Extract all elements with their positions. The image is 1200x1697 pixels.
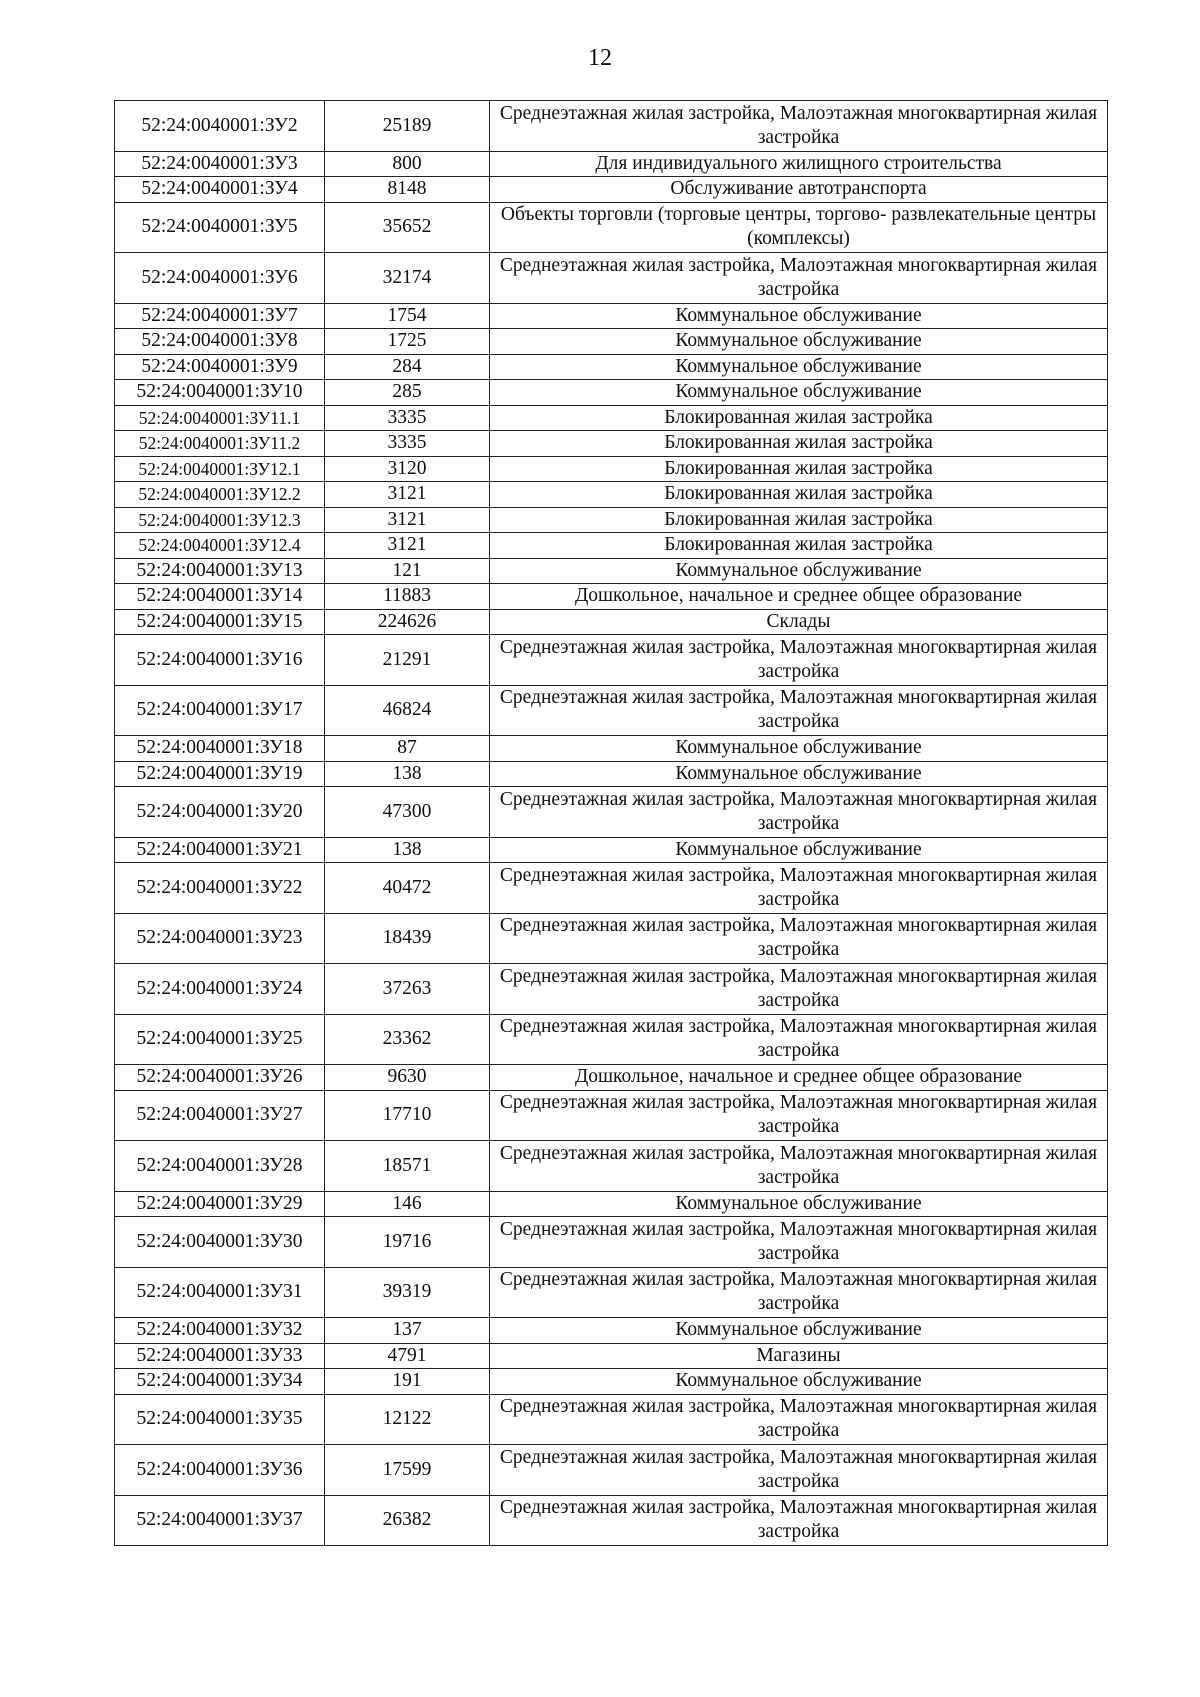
parcel-id-cell: 52:24:0040001:ЗУ6 [115,253,325,304]
table-row [115,533,1108,559]
parcel-id-cell: 52:24:0040001:ЗУ36 [115,1445,325,1496]
parcel-use-cell: Объекты торговли (торговые центры, торгово- развлекательные центры (комплексы) [490,202,1108,253]
parcel-id-cell: 52:24:0040001:ЗУ32 [115,1318,325,1344]
parcel-id-cell: 52:24:0040001:ЗУ30 [115,1217,325,1268]
table-row [115,584,1108,610]
parcel-area-cell: 191 [325,1369,490,1395]
table-row [115,177,1108,203]
parcel-area-cell: 23362 [325,1014,490,1065]
table-row [115,431,1108,457]
parcel-use-cell: Блокированная жилая застройка [490,507,1108,533]
parcel-use-cell: Коммунальное обслуживание [490,1318,1108,1344]
table-row [115,1495,1108,1546]
parcel-area-cell: 32174 [325,253,490,304]
table-row [115,253,1108,304]
parcel-use-cell: Блокированная жилая застройка [490,482,1108,508]
parcel-id-cell: 52:24:0040001:ЗУ9 [115,354,325,380]
parcel-area-cell: 3121 [325,533,490,559]
parcel-area-cell: 11883 [325,584,490,610]
parcel-id-cell: 52:24:0040001:ЗУ12.4 [115,533,325,559]
table-row [115,151,1108,177]
parcel-id-cell: 52:24:0040001:ЗУ18 [115,736,325,762]
parcel-use-cell: Коммунальное обслуживание [490,380,1108,406]
parcel-id-cell: 52:24:0040001:ЗУ24 [115,964,325,1015]
parcel-area-cell: 3120 [325,456,490,482]
parcel-use-cell: Коммунальное обслуживание [490,1369,1108,1395]
parcel-area-cell: 137 [325,1318,490,1344]
parcel-id-cell: 52:24:0040001:ЗУ26 [115,1065,325,1091]
parcel-use-cell: Блокированная жилая застройка [490,456,1108,482]
parcel-area-cell: 3335 [325,405,490,431]
parcel-area-cell: 1754 [325,303,490,329]
parcel-id-cell: 52:24:0040001:ЗУ33 [115,1343,325,1369]
parcel-id-cell: 52:24:0040001:ЗУ12.2 [115,482,325,508]
table-row [115,787,1108,838]
parcel-area-cell: 4791 [325,1343,490,1369]
parcel-id-cell: 52:24:0040001:ЗУ13 [115,558,325,584]
parcel-id-cell: 52:24:0040001:ЗУ11.2 [115,431,325,457]
table-row [115,329,1108,355]
parcel-area-cell: 25189 [325,101,490,152]
parcel-use-cell: Для индивидуального жилищного строительства [490,151,1108,177]
parcel-use-cell: Склады [490,609,1108,635]
parcel-use-cell: Среднеэтажная жилая застройка, Малоэтажная многоквартирная жилая застройка [490,1090,1108,1141]
parcel-id-cell: 52:24:0040001:ЗУ12.1 [115,456,325,482]
table-row [115,456,1108,482]
table-row [115,101,1108,152]
table-row [115,558,1108,584]
table-row [115,736,1108,762]
table-row [115,685,1108,736]
parcel-use-cell: Блокированная жилая застройка [490,405,1108,431]
parcel-use-cell: Дошкольное, начальное и среднее общее образование [490,1065,1108,1091]
parcel-area-cell: 146 [325,1191,490,1217]
parcel-area-cell: 800 [325,151,490,177]
parcel-area-cell: 26382 [325,1495,490,1546]
parcel-area-cell: 224626 [325,609,490,635]
parcel-use-cell: Среднеэтажная жилая застройка, Малоэтажная многоквартирная жилая застройка [490,787,1108,838]
parcel-use-cell: Среднеэтажная жилая застройка, Малоэтажная многоквартирная жилая застройка [490,863,1108,914]
parcel-area-cell: 87 [325,736,490,762]
parcel-id-cell: 52:24:0040001:ЗУ20 [115,787,325,838]
parcel-use-cell: Коммунальное обслуживание [490,303,1108,329]
parcel-id-cell: 52:24:0040001:ЗУ35 [115,1394,325,1445]
parcel-area-cell: 8148 [325,177,490,203]
parcel-id-cell: 52:24:0040001:ЗУ37 [115,1495,325,1546]
parcel-area-cell: 21291 [325,635,490,686]
land-parcels-table [114,100,1108,1546]
table-body [115,101,1108,1546]
parcel-id-cell: 52:24:0040001:ЗУ25 [115,1014,325,1065]
parcel-area-cell: 35652 [325,202,490,253]
parcel-use-cell: Коммунальное обслуживание [490,736,1108,762]
table-row [115,1369,1108,1395]
parcel-area-cell: 121 [325,558,490,584]
table-row [115,863,1108,914]
parcel-id-cell: 52:24:0040001:ЗУ17 [115,685,325,736]
parcel-id-cell: 52:24:0040001:ЗУ16 [115,635,325,686]
parcel-area-cell: 17710 [325,1090,490,1141]
table-row [115,1191,1108,1217]
parcel-area-cell: 1725 [325,329,490,355]
table-row [115,202,1108,253]
parcel-area-cell: 3335 [325,431,490,457]
parcel-id-cell: 52:24:0040001:ЗУ2 [115,101,325,152]
parcel-area-cell: 18439 [325,913,490,964]
parcel-use-cell: Среднеэтажная жилая застройка, Малоэтажная многоквартирная жилая застройка [490,1495,1108,1546]
parcel-id-cell: 52:24:0040001:ЗУ23 [115,913,325,964]
table-row [115,1343,1108,1369]
parcel-use-cell: Коммунальное обслуживание [490,837,1108,863]
parcel-use-cell: Среднеэтажная жилая застройка, Малоэтажная многоквартирная жилая застройка [490,964,1108,1015]
parcel-id-cell: 52:24:0040001:ЗУ34 [115,1369,325,1395]
table-row [115,507,1108,533]
parcel-use-cell: Обслуживание автотранспорта [490,177,1108,203]
parcel-area-cell: 37263 [325,964,490,1015]
parcel-area-cell: 3121 [325,482,490,508]
parcel-id-cell: 52:24:0040001:ЗУ11.1 [115,405,325,431]
parcel-use-cell: Среднеэтажная жилая застройка, Малоэтажная многоквартирная жилая застройка [490,253,1108,304]
parcel-area-cell: 18571 [325,1141,490,1192]
parcel-id-cell: 52:24:0040001:ЗУ27 [115,1090,325,1141]
parcel-use-cell: Блокированная жилая застройка [490,533,1108,559]
parcel-use-cell: Среднеэтажная жилая застройка, Малоэтажная многоквартирная жилая застройка [490,1141,1108,1192]
table-row [115,1445,1108,1496]
parcel-use-cell: Коммунальное обслуживание [490,1191,1108,1217]
parcel-id-cell: 52:24:0040001:ЗУ12.3 [115,507,325,533]
parcel-id-cell: 52:24:0040001:ЗУ8 [115,329,325,355]
parcel-area-cell: 285 [325,380,490,406]
table-row [115,1014,1108,1065]
table-row [115,1217,1108,1268]
parcel-use-cell: Среднеэтажная жилая застройка, Малоэтажная многоквартирная жилая застройка [490,635,1108,686]
parcel-use-cell: Среднеэтажная жилая застройка, Малоэтажная многоквартирная жилая застройка [490,685,1108,736]
table-row [115,380,1108,406]
parcel-id-cell: 52:24:0040001:ЗУ29 [115,1191,325,1217]
table-row [115,303,1108,329]
parcel-use-cell: Коммунальное обслуживание [490,558,1108,584]
parcel-use-cell: Коммунальное обслуживание [490,761,1108,787]
parcel-use-cell: Магазины [490,1343,1108,1369]
parcel-id-cell: 52:24:0040001:ЗУ31 [115,1267,325,1318]
table-row [115,761,1108,787]
table-row [115,1267,1108,1318]
parcel-area-cell: 46824 [325,685,490,736]
parcel-use-cell: Среднеэтажная жилая застройка, Малоэтажная многоквартирная жилая застройка [490,1445,1108,1496]
table-row [115,405,1108,431]
table-row [115,1090,1108,1141]
table-row [115,354,1108,380]
parcel-area-cell: 284 [325,354,490,380]
parcel-area-cell: 39319 [325,1267,490,1318]
parcel-use-cell: Среднеэтажная жилая застройка, Малоэтажная многоквартирная жилая застройка [490,1394,1108,1445]
table-row [115,913,1108,964]
parcel-area-cell: 47300 [325,787,490,838]
parcel-id-cell: 52:24:0040001:ЗУ5 [115,202,325,253]
parcel-area-cell: 138 [325,837,490,863]
table-row [115,635,1108,686]
table-row [115,964,1108,1015]
parcel-use-cell: Среднеэтажная жилая застройка, Малоэтажная многоквартирная жилая застройка [490,1014,1108,1065]
page-number: 12 [588,45,612,71]
parcel-id-cell: 52:24:0040001:ЗУ3 [115,151,325,177]
parcel-area-cell: 19716 [325,1217,490,1268]
table-row [115,837,1108,863]
parcel-area-cell: 12122 [325,1394,490,1445]
parcel-id-cell: 52:24:0040001:ЗУ15 [115,609,325,635]
parcel-area-cell: 17599 [325,1445,490,1496]
parcel-id-cell: 52:24:0040001:ЗУ7 [115,303,325,329]
parcel-id-cell: 52:24:0040001:ЗУ4 [115,177,325,203]
parcel-use-cell: Среднеэтажная жилая застройка, Малоэтажная многоквартирная жилая застройка [490,913,1108,964]
parcel-use-cell: Коммунальное обслуживание [490,329,1108,355]
parcel-id-cell: 52:24:0040001:ЗУ19 [115,761,325,787]
parcel-use-cell: Среднеэтажная жилая застройка, Малоэтажная многоквартирная жилая застройка [490,1217,1108,1268]
parcel-area-cell: 9630 [325,1065,490,1091]
parcel-use-cell: Среднеэтажная жилая застройка, Малоэтажная многоквартирная жилая застройка [490,101,1108,152]
parcel-id-cell: 52:24:0040001:ЗУ22 [115,863,325,914]
parcel-area-cell: 40472 [325,863,490,914]
parcel-id-cell: 52:24:0040001:ЗУ28 [115,1141,325,1192]
table-row [115,1318,1108,1344]
parcel-id-cell: 52:24:0040001:ЗУ10 [115,380,325,406]
parcel-area-cell: 138 [325,761,490,787]
parcel-use-cell: Блокированная жилая застройка [490,431,1108,457]
parcel-use-cell: Коммунальное обслуживание [490,354,1108,380]
parcel-use-cell: Дошкольное, начальное и среднее общее образование [490,584,1108,610]
parcel-area-cell: 3121 [325,507,490,533]
table-row [115,482,1108,508]
parcel-id-cell: 52:24:0040001:ЗУ14 [115,584,325,610]
table-row [115,1394,1108,1445]
parcel-id-cell: 52:24:0040001:ЗУ21 [115,837,325,863]
table-row [115,1065,1108,1091]
parcel-use-cell: Среднеэтажная жилая застройка, Малоэтажная многоквартирная жилая застройка [490,1267,1108,1318]
table-row [115,1141,1108,1192]
table-row [115,609,1108,635]
